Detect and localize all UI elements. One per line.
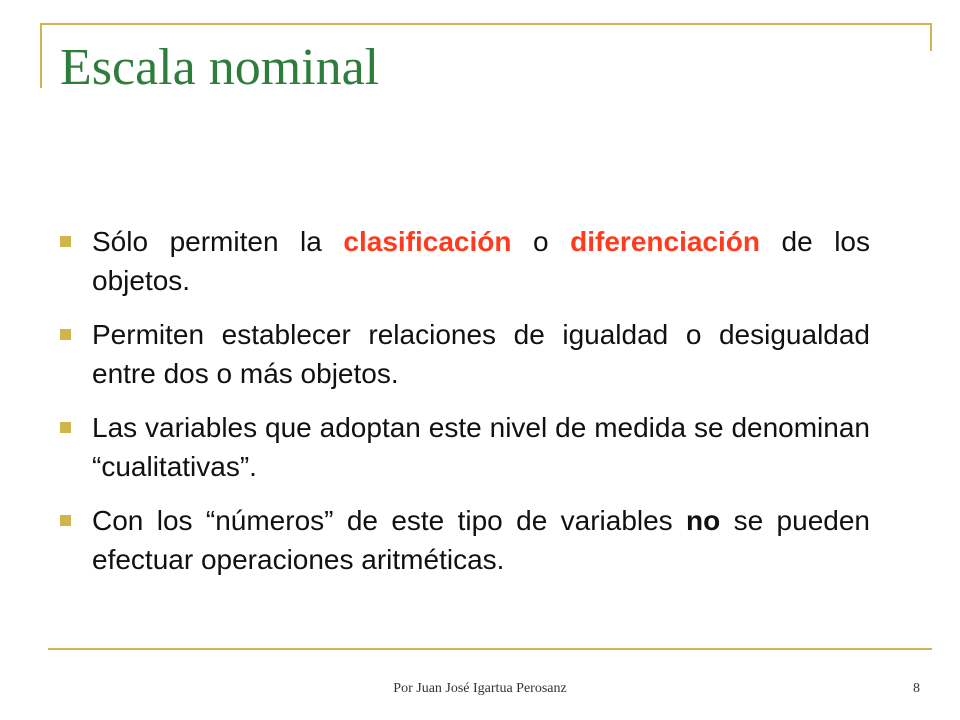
bullet-item-classification <box>60 222 870 300</box>
slide-title: Escala nominal <box>60 39 380 96</box>
highlight-diferenciacion: diferenciación <box>570 226 760 257</box>
bullet-item-qualitative <box>60 408 870 486</box>
footer-author: Por Juan José Igartua Perosanz <box>393 681 567 696</box>
square-bullet-icon <box>60 422 71 433</box>
bullet-text-pre: Sólo permiten la <box>92 226 344 257</box>
square-bullet-icon <box>60 515 71 526</box>
bullet-text-pre: Con los “números” de este tipo de variables <box>92 505 687 536</box>
frame-right-rule <box>930 23 932 51</box>
frame-left-rule <box>40 23 42 88</box>
bullet-list <box>60 222 870 579</box>
bullet-text: Las variables que adoptan este nivel de medida se denominan “cualitativas”. <box>92 412 870 482</box>
bullet-text: Permiten establecer relaciones de igualdad o desigualdad entre dos o más objetos. <box>92 319 870 389</box>
emphasis-no: no <box>686 505 721 536</box>
bullet-item-arithmetic <box>60 501 870 579</box>
footer-rule <box>48 648 932 650</box>
highlight-clasificacion: clasificación <box>343 226 512 257</box>
page-number: 8 <box>913 681 920 696</box>
bullet-text-mid: o <box>511 226 571 257</box>
bullet-text-post: de los objetos. <box>92 226 870 296</box>
bullet-text-post: se pueden efectuar operaciones aritméticas. <box>92 505 870 575</box>
bullet-item-relations <box>60 315 870 393</box>
square-bullet-icon <box>60 236 71 247</box>
square-bullet-icon <box>60 329 71 340</box>
frame-top-rule <box>40 23 932 25</box>
